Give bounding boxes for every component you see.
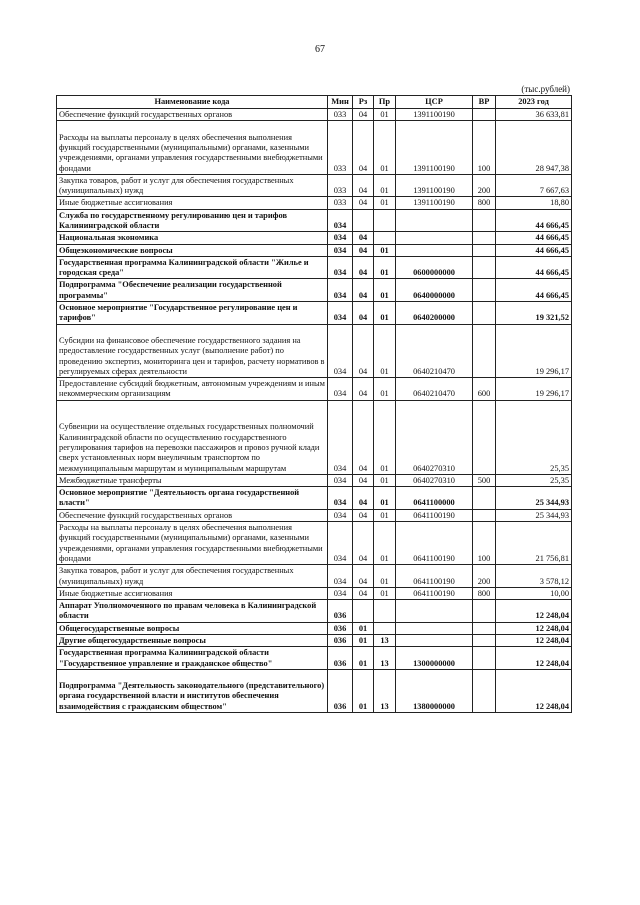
cell-name: Иные бюджетные ассигнования	[57, 197, 328, 209]
table-row	[57, 324, 572, 378]
table-row	[57, 565, 572, 588]
cell-name: Закупка товаров, работ и услуг для обеспечения государственных (муниципальных) нужд	[57, 174, 328, 197]
cell-vr: 100	[473, 522, 496, 565]
cell-name: Основное мероприятие "Государственное регулирование цен и тарифов"	[57, 302, 328, 325]
cell-csr: 1380000000	[396, 669, 473, 712]
cell-min: 034	[328, 487, 353, 510]
table-row	[57, 635, 572, 647]
table-row	[57, 197, 572, 209]
budget-table-body	[57, 109, 572, 713]
cell-csr: 1391100190	[396, 174, 473, 197]
cell-min: 034	[328, 587, 353, 599]
table-row	[57, 279, 572, 302]
cell-pr: 01	[374, 244, 396, 256]
cell-csr	[396, 244, 473, 256]
cell-name: Основное мероприятие "Деятельность органа государственной власти"	[57, 487, 328, 510]
table-row	[57, 587, 572, 599]
cell-rz: 04	[353, 197, 374, 209]
cell-pr	[374, 209, 396, 232]
cell-pr: 01	[374, 279, 396, 302]
cell-vr	[473, 647, 496, 670]
cell-min: 034	[328, 279, 353, 302]
cell-sum: 44 666,45	[496, 232, 572, 244]
column-header-pr: Пр	[374, 96, 396, 109]
cell-sum: 44 666,45	[496, 256, 572, 279]
table-row	[57, 232, 572, 244]
cell-vr	[473, 635, 496, 647]
cell-pr	[374, 622, 396, 634]
cell-min: 036	[328, 647, 353, 670]
cell-rz: 01	[353, 622, 374, 634]
cell-sum: 25 344,93	[496, 487, 572, 510]
cell-name: Закупка товаров, работ и услуг для обеспечения государственных (муниципальных) нужд	[57, 565, 328, 588]
cell-min: 034	[328, 565, 353, 588]
cell-vr	[473, 669, 496, 712]
cell-vr: 600	[473, 378, 496, 401]
units-label: (тыс.рублей)	[521, 84, 570, 94]
cell-sum: 12 248,04	[496, 600, 572, 623]
cell-sum: 25 344,93	[496, 509, 572, 521]
cell-vr	[473, 622, 496, 634]
cell-pr: 01	[374, 197, 396, 209]
table-row	[57, 487, 572, 510]
cell-pr: 13	[374, 669, 396, 712]
table-row	[57, 600, 572, 623]
cell-min: 034	[328, 302, 353, 325]
cell-min: 034	[328, 324, 353, 378]
cell-name: Национальная экономика	[57, 232, 328, 244]
table-row	[57, 647, 572, 670]
cell-pr: 01	[374, 487, 396, 510]
cell-pr: 01	[374, 509, 396, 521]
cell-rz: 04	[353, 109, 374, 121]
cell-min: 036	[328, 669, 353, 712]
table-row	[57, 174, 572, 197]
cell-rz	[353, 209, 374, 232]
cell-sum: 10,00	[496, 587, 572, 599]
cell-vr	[473, 302, 496, 325]
cell-name: Иные бюджетные ассигнования	[57, 587, 328, 599]
cell-name: Расходы на выплаты персоналу в целях обеспечения выполнения функций государственными (муниципальными) органами, казенными учреждениями, органами управления государственными внебюджетными фондами	[57, 121, 328, 175]
cell-rz: 04	[353, 174, 374, 197]
cell-rz: 04	[353, 244, 374, 256]
cell-vr	[473, 209, 496, 232]
cell-csr: 0640270310	[396, 474, 473, 486]
cell-pr: 01	[374, 174, 396, 197]
cell-pr: 01	[374, 565, 396, 588]
cell-csr: 0640210470	[396, 378, 473, 401]
cell-sum: 44 666,45	[496, 279, 572, 302]
cell-csr: 1391100190	[396, 109, 473, 121]
cell-rz: 04	[353, 509, 374, 521]
cell-rz: 04	[353, 302, 374, 325]
table-row	[57, 209, 572, 232]
cell-min: 033	[328, 121, 353, 175]
cell-name: Государственная программа Калининградской области "Государственное управление и гражданское общество"	[57, 647, 328, 670]
cell-pr: 01	[374, 302, 396, 325]
cell-name: Аппарат Уполномоченного по правам человека в Калининградской области	[57, 600, 328, 623]
table-row	[57, 121, 572, 175]
cell-pr: 13	[374, 647, 396, 670]
cell-min: 033	[328, 109, 353, 121]
table-row	[57, 302, 572, 325]
cell-name: Субсидии на финансовое обеспечение государственного задания на предоставление государственных услуг (выполнение работ) по проведению экспертиз, мониторинга цен и тарифов, расчету нормативов в регулируемых сферах деятельности	[57, 324, 328, 378]
cell-rz: 04	[353, 400, 374, 474]
cell-sum: 28 947,38	[496, 121, 572, 175]
cell-sum: 44 666,45	[496, 209, 572, 232]
cell-rz: 04	[353, 474, 374, 486]
cell-min: 036	[328, 635, 353, 647]
cell-vr: 800	[473, 587, 496, 599]
table-row	[57, 256, 572, 279]
cell-pr: 01	[374, 522, 396, 565]
cell-name: Государственная программа Калининградской области "Жилье и городская среда"	[57, 256, 328, 279]
table-row	[57, 109, 572, 121]
cell-csr	[396, 622, 473, 634]
cell-vr	[473, 324, 496, 378]
cell-sum: 19 321,52	[496, 302, 572, 325]
cell-sum: 12 248,04	[496, 669, 572, 712]
table-row	[57, 400, 572, 474]
cell-min: 033	[328, 174, 353, 197]
cell-min: 034	[328, 474, 353, 486]
cell-rz: 04	[353, 121, 374, 175]
cell-pr: 01	[374, 256, 396, 279]
cell-csr: 0641100190	[396, 509, 473, 521]
cell-pr: 01	[374, 109, 396, 121]
cell-min: 034	[328, 209, 353, 232]
cell-rz	[353, 600, 374, 623]
column-header-vr: ВР	[473, 96, 496, 109]
cell-name: Подпрограмма "Деятельность законодательного (представительного) органа государственной власти и институтов обеспечения взаимодействия с гражданским обществом"	[57, 669, 328, 712]
cell-name: Обеспечение функций государственных органов	[57, 509, 328, 521]
cell-min: 036	[328, 622, 353, 634]
table-row	[57, 522, 572, 565]
cell-pr: 01	[374, 121, 396, 175]
column-header-rz: Рз	[353, 96, 374, 109]
cell-csr: 0640270310	[396, 400, 473, 474]
cell-vr	[473, 109, 496, 121]
cell-sum: 25,35	[496, 474, 572, 486]
cell-vr: 500	[473, 474, 496, 486]
cell-name: Межбюджетные трансферты	[57, 474, 328, 486]
table-row	[57, 509, 572, 521]
cell-csr: 0600000000	[396, 256, 473, 279]
cell-rz: 04	[353, 378, 374, 401]
cell-rz: 01	[353, 647, 374, 670]
cell-rz: 04	[353, 256, 374, 279]
cell-pr: 01	[374, 400, 396, 474]
page-number: 67	[315, 44, 325, 55]
cell-csr: 0640000000	[396, 279, 473, 302]
cell-sum: 19 296,17	[496, 378, 572, 401]
budget-table	[56, 95, 572, 713]
cell-min: 034	[328, 256, 353, 279]
column-header-name: Наименование кода	[57, 96, 328, 109]
cell-min: 036	[328, 600, 353, 623]
cell-name: Служба по государственному регулированию цен и тарифов Калининградской области	[57, 209, 328, 232]
column-header-min: Мин	[328, 96, 353, 109]
cell-name: Расходы на выплаты персоналу в целях обеспечения выполнения функций государственными (муниципальными) органами, казенными учреждениями, органами управления государственными внебюджетными фондами	[57, 522, 328, 565]
table-header-row	[57, 96, 572, 109]
cell-vr	[473, 400, 496, 474]
cell-sum: 7 667,63	[496, 174, 572, 197]
cell-csr	[396, 635, 473, 647]
cell-rz: 04	[353, 587, 374, 599]
cell-csr	[396, 232, 473, 244]
cell-min: 034	[328, 522, 353, 565]
cell-csr: 1391100190	[396, 121, 473, 175]
table-row	[57, 378, 572, 401]
cell-vr: 200	[473, 174, 496, 197]
cell-pr	[374, 600, 396, 623]
cell-min: 034	[328, 378, 353, 401]
column-header-csr: ЦСР	[396, 96, 473, 109]
cell-csr: 0641100000	[396, 487, 473, 510]
cell-name: Обеспечение функций государственных органов	[57, 109, 328, 121]
cell-csr: 0640200000	[396, 302, 473, 325]
cell-name: Общегосударственные вопросы	[57, 622, 328, 634]
cell-csr: 0641100190	[396, 522, 473, 565]
table-row	[57, 244, 572, 256]
cell-pr: 01	[374, 587, 396, 599]
cell-rz: 01	[353, 635, 374, 647]
cell-rz: 01	[353, 669, 374, 712]
cell-rz: 04	[353, 232, 374, 244]
cell-vr: 200	[473, 565, 496, 588]
cell-vr	[473, 600, 496, 623]
cell-name: Предоставление субсидий бюджетным, автономным учреждениям и иным некоммерческим организациям	[57, 378, 328, 401]
table-row	[57, 622, 572, 634]
table-row	[57, 669, 572, 712]
cell-vr	[473, 256, 496, 279]
cell-pr	[374, 232, 396, 244]
cell-pr: 13	[374, 635, 396, 647]
cell-rz: 04	[353, 279, 374, 302]
cell-vr	[473, 232, 496, 244]
cell-csr: 0641100190	[396, 587, 473, 599]
cell-min: 034	[328, 509, 353, 521]
cell-rz: 04	[353, 565, 374, 588]
cell-sum: 12 248,04	[496, 635, 572, 647]
cell-sum: 21 756,81	[496, 522, 572, 565]
cell-min: 033	[328, 197, 353, 209]
cell-vr	[473, 279, 496, 302]
table-row	[57, 474, 572, 486]
cell-sum: 36 633,81	[496, 109, 572, 121]
cell-vr	[473, 509, 496, 521]
cell-csr: 0641100190	[396, 565, 473, 588]
cell-name: Общеэкономические вопросы	[57, 244, 328, 256]
cell-csr: 0640210470	[396, 324, 473, 378]
cell-pr: 01	[374, 378, 396, 401]
cell-rz: 04	[353, 487, 374, 510]
cell-sum: 12 248,04	[496, 647, 572, 670]
cell-sum: 25,35	[496, 400, 572, 474]
cell-min: 034	[328, 244, 353, 256]
column-header-year: 2023 год	[496, 96, 572, 109]
cell-sum: 3 578,12	[496, 565, 572, 588]
cell-pr: 01	[374, 474, 396, 486]
cell-sum: 18,80	[496, 197, 572, 209]
cell-name: Другие общегосударственные вопросы	[57, 635, 328, 647]
cell-vr	[473, 487, 496, 510]
cell-sum: 19 296,17	[496, 324, 572, 378]
cell-sum: 44 666,45	[496, 244, 572, 256]
cell-vr: 100	[473, 121, 496, 175]
cell-min: 034	[328, 400, 353, 474]
cell-vr: 800	[473, 197, 496, 209]
cell-csr: 1391100190	[396, 197, 473, 209]
cell-vr	[473, 244, 496, 256]
cell-sum: 12 248,04	[496, 622, 572, 634]
cell-pr: 01	[374, 324, 396, 378]
cell-rz: 04	[353, 324, 374, 378]
cell-csr	[396, 209, 473, 232]
cell-csr: 1300000000	[396, 647, 473, 670]
cell-name: Субвенции на осуществление отдельных государственных полномочий Калининградской области по осуществлению государственного регулирования тарифов на перевозки пассажиров и провоз ручной клади сверх установленных норм внеуличным транспортом по межмуниципальным маршрутам и муниципальным маршрутам	[57, 400, 328, 474]
cell-csr	[396, 600, 473, 623]
cell-rz: 04	[353, 522, 374, 565]
cell-name: Подпрограмма "Обеспечение реализации государственной программы"	[57, 279, 328, 302]
cell-min: 034	[328, 232, 353, 244]
